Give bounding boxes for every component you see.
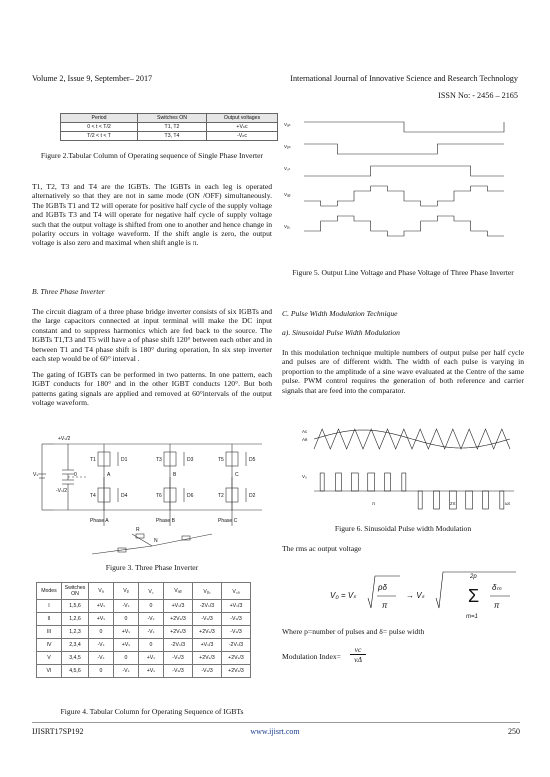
phase-wave-1 xyxy=(304,144,504,154)
line-wave-0 xyxy=(304,186,504,206)
output-pulse xyxy=(434,491,440,509)
vcn-label: V꜀ₙ xyxy=(284,166,291,171)
figure-4-caption: Figure 4. Tabular Column for Operating Sequence of IGBTs xyxy=(60,707,244,716)
diode-d1: D1 xyxy=(121,457,128,463)
formula-pi: π xyxy=(494,601,500,610)
table-cell: II xyxy=(37,613,62,626)
table-header: Modes xyxy=(37,583,62,600)
output-pulse xyxy=(466,491,473,509)
table-cell: 0 xyxy=(114,652,139,665)
table-cell: +2Vₛ/3 xyxy=(193,626,222,639)
table-cell: 0 xyxy=(89,626,114,639)
node-b: B xyxy=(173,472,177,478)
table-cell: -2Vₛ/3 xyxy=(222,639,251,652)
table-cell: III xyxy=(37,626,62,639)
table-cell: VI xyxy=(37,665,62,678)
footer-id: IJISRT17SP192 xyxy=(32,727,84,736)
table-cell: +Vₛ xyxy=(89,613,114,626)
table-cell: T1, T2 xyxy=(138,123,207,132)
zero-label: 0 xyxy=(74,472,77,478)
issn: ISSN No: - 2456 – 2165 xyxy=(438,91,518,100)
table-cell: 0 xyxy=(114,613,139,626)
vab-label: Vₐᵦ xyxy=(284,192,291,197)
vbc-label: Vᵦ꜀ xyxy=(284,224,291,229)
table-cell: T3, T4 xyxy=(138,132,207,141)
switch-t5: T5 xyxy=(218,457,224,463)
neg-label: -Vₛ/2 xyxy=(56,488,68,494)
paragraph: In this modulation technique multiple numbers of output pulse per half cycle and pulses are of different width. The width of each pulse is varying in proportion to the amplitude of a sine wave evaluated at the Centre of the same pulse. PWM control requires the generation of both reference and carrier signals that are feed into the comparator. xyxy=(282,348,524,395)
subsection-heading: a). Sinusoidal Pulse Width Modulation xyxy=(282,328,400,337)
output-pulse xyxy=(368,473,375,491)
table-cell: -2Vₛ/3 xyxy=(193,600,222,613)
table-cell: -Vₙc xyxy=(207,132,278,141)
table-header: Period xyxy=(61,114,138,123)
section-heading: C. Pulse Width Modulation Technique xyxy=(282,309,398,318)
table-cell: +2Vₛ/3 xyxy=(164,613,193,626)
table-cell: -Vₛ/3 xyxy=(222,626,251,639)
svg-text:Σ: Σ xyxy=(468,586,480,606)
phase-wave-0 xyxy=(304,122,504,132)
table-header: Vᵦ xyxy=(114,583,139,600)
output-pulse xyxy=(336,473,342,491)
mod-index-label: Modulation Index= xyxy=(282,652,341,661)
table-cell: +Vₛ xyxy=(114,626,139,639)
table-header: Output voltages xyxy=(207,114,278,123)
table-header: Switches ON xyxy=(62,583,89,600)
table-cell: +2Vₛ/3 xyxy=(222,665,251,678)
table-row xyxy=(37,626,251,639)
switch-t4: T4 xyxy=(90,493,96,499)
diode-d3: D3 xyxy=(187,457,194,463)
switch-t6: T6 xyxy=(156,493,162,499)
formula-delta-m: δₘ xyxy=(492,583,502,592)
switch-t3: T3 xyxy=(156,457,162,463)
output-pulse xyxy=(418,491,422,509)
line-wave-1 xyxy=(304,216,504,236)
table-cell: IV xyxy=(37,639,62,652)
output-pulse xyxy=(351,473,358,491)
section-heading: B. Three Phase Inverter xyxy=(32,287,105,296)
table-cell: -Vₛ xyxy=(114,665,139,678)
page-number: 250 xyxy=(508,727,520,736)
neutral-label: N xyxy=(154,538,158,544)
line-phase-voltage-waveforms xyxy=(282,114,524,262)
output-pulse xyxy=(500,491,504,509)
diode-d5: D5 xyxy=(249,457,256,463)
vo-label: V₀ xyxy=(302,474,307,479)
table-cell: 1,2,6 xyxy=(62,613,89,626)
table-row xyxy=(37,600,251,613)
table-cell: +Vₛ/3 xyxy=(222,600,251,613)
table-cell: +2Vₛ/3 xyxy=(164,626,193,639)
table-cell: 0 xyxy=(139,600,164,613)
paragraph: The circuit diagram of a three phase bridge inverter consists of six IGBTs and the large capacitors connected at input terminal will make the DC input constant and to suppress harmonics which are fed back to the source. The IGBTs T1,T3 and T5 will have a of phase shift 120° between each other and in between T1 and T4 phase shift is 180° during operation, In six step inverter each step would be of 60° interval . xyxy=(32,307,272,364)
switch-t1: T1 xyxy=(90,457,96,463)
three-phase-inverter-circuit xyxy=(32,430,272,558)
diode-d6: D6 xyxy=(187,493,194,499)
table-cell: -Vₛ xyxy=(89,652,114,665)
table-row xyxy=(37,652,251,665)
table-cell: +Vₛ xyxy=(114,639,139,652)
table-cell: 0 xyxy=(89,665,114,678)
where-text: Where p=number of pulses and δ= pulse width xyxy=(282,627,425,636)
table-cell: -Vₛ xyxy=(139,613,164,626)
pos-label: +Vₛ/2 xyxy=(58,436,71,442)
table-header: Vᵦ꜀ xyxy=(193,583,222,600)
formula-arrow: → Vₛ xyxy=(406,591,425,600)
table-cell: 2,3,4 xyxy=(62,639,89,652)
ac-label: Aᴄ xyxy=(302,429,308,434)
table-cell: I xyxy=(37,600,62,613)
table-header: V꜀ xyxy=(139,583,164,600)
figure-6-caption: Figure 6. Sinusoidal Pulse width Modulation xyxy=(334,524,472,533)
wt-label: ωt xyxy=(505,501,510,506)
pi-label: π xyxy=(372,501,376,506)
output-pulse xyxy=(320,473,324,491)
table-cell: +2Vₛ/3 xyxy=(193,652,222,665)
formula-lhs: V₀ = Vₛ xyxy=(330,591,357,600)
node-c: C xyxy=(235,472,239,478)
table-cell: 3,4,5 xyxy=(62,652,89,665)
source-label: Vₛ xyxy=(33,472,39,478)
vbn-label: Vᵦₙ xyxy=(284,144,291,149)
table-cell: -Vₛ/3 xyxy=(193,613,222,626)
output-pulse xyxy=(402,473,406,491)
table-header: Switches ON xyxy=(138,114,207,123)
formula-num: pδ xyxy=(378,583,387,592)
formula-sum-bot: m=1 xyxy=(466,614,478,620)
diode-d4: D4 xyxy=(121,493,128,499)
reference-wave xyxy=(314,430,510,448)
output-pulse xyxy=(449,491,456,509)
table-cell: -Vₛ/3 xyxy=(222,613,251,626)
table-cell: 0 xyxy=(139,639,164,652)
switch-t2: T2 xyxy=(218,493,224,499)
table-cell: 4,5,6 xyxy=(62,665,89,678)
output-pulse xyxy=(385,473,391,491)
paragraph: T1, T2, T3 and T4 are the IGBTs. The IGBTs in each leg is operated alternatively so that they are not in same mode (ON /OFF) simultaneously. The IGBTs T1 and T2 will operate for positive half cycle of the supply voltage and IGBTs T3 and T4 will operate for negative half cycle of supply voltage such that the output voltage is shifted from one to another and hence change in polarity occurs in voltage waveform. If the shift angle is zero, the output voltage is also zero and maximal when shift angle is π. xyxy=(32,182,272,248)
mod-index-fraction xyxy=(350,645,366,664)
phase-c-label: Phase C xyxy=(218,518,238,524)
phase-b-label: Phase B xyxy=(156,518,175,524)
formula-den: π xyxy=(382,601,388,610)
resistor-label: R xyxy=(136,527,140,533)
figure-3-caption: Figure 3. Three Phase Inverter xyxy=(105,563,199,572)
table-cell: +Vₙc xyxy=(207,123,278,132)
footer-website-link[interactable]: www.ijisrt.com xyxy=(250,727,300,736)
two-pi-label: 2π xyxy=(450,501,456,506)
phase-wave-2 xyxy=(304,166,504,176)
rms-text: The rms ac output voltage xyxy=(282,544,362,553)
table-cell: -2Vₛ/3 xyxy=(164,639,193,652)
mod-index-num: vc xyxy=(350,645,366,655)
phase-a-label: Phase A xyxy=(90,518,109,524)
diode-d2: D2 xyxy=(249,493,256,499)
table-cell: V xyxy=(37,652,62,665)
table-cell: 0 < t < T/2 xyxy=(61,123,138,132)
table-cell: -Vₛ/3 xyxy=(164,652,193,665)
table-cell: +Vₛ xyxy=(139,665,164,678)
table-row xyxy=(61,123,278,132)
table-row xyxy=(37,639,251,652)
mod-index-den: vΔ xyxy=(354,655,362,664)
table-header: Vₐᵦ xyxy=(164,583,193,600)
table-cell: +2Vₛ/3 xyxy=(222,652,251,665)
table-cell: +Vₛ/3 xyxy=(193,639,222,652)
table-single-phase xyxy=(60,113,278,141)
table-cell: +Vₛ xyxy=(139,652,164,665)
table-cell: -Vₛ/3 xyxy=(164,665,193,678)
figure-2-caption: Figure 2.Tabular Column of Operating sequence of Single Phase Inverter xyxy=(40,151,264,160)
node-a: A xyxy=(107,472,111,478)
table-igbt-sequence xyxy=(36,582,251,678)
table-cell: -Vₛ xyxy=(114,600,139,613)
table-cell: 1,5,6 xyxy=(62,600,89,613)
rms-formula xyxy=(330,568,520,622)
table-header: Vₐ xyxy=(89,583,114,600)
formula-sum-top: 2p xyxy=(470,574,477,580)
figure-5-caption: Figure 5. Output Line Voltage and Phase Voltage of Three Phase Inverter xyxy=(292,268,514,277)
table-cell: T/2 < t < T xyxy=(61,132,138,141)
table-cell: 1,2,3 xyxy=(62,626,89,639)
table-header: V꜀ₐ xyxy=(222,583,251,600)
van-label: Vₐₙ xyxy=(284,122,291,127)
paragraph: The gating of IGBTs can be performed in two patterns. In one pattern, each IGBT conducts for 180° and in the other IGBT conducts 120°. But both patterns gating signals are applied and removed at 60°intervals of the output voltage waveform. xyxy=(32,370,272,408)
ar-label: Aʀ xyxy=(302,437,308,442)
table-cell: -Vₛ/3 xyxy=(193,665,222,678)
table-cell: +Vₛ xyxy=(89,600,114,613)
table-row xyxy=(61,132,278,141)
spwm-waveform xyxy=(300,423,522,519)
table-cell: -Vₛ xyxy=(139,626,164,639)
table-row xyxy=(37,613,251,626)
table-cell: +Vₛ/3 xyxy=(164,600,193,613)
output-pulse xyxy=(483,491,489,509)
table-cell: -Vₛ xyxy=(89,639,114,652)
journal-name: International Journal of Innovative Science and Research Technology xyxy=(290,74,518,83)
footer-divider xyxy=(32,722,520,723)
table-row xyxy=(37,665,251,678)
journal-volume: Volume 2, Issue 9, September– 2017 xyxy=(32,74,153,83)
